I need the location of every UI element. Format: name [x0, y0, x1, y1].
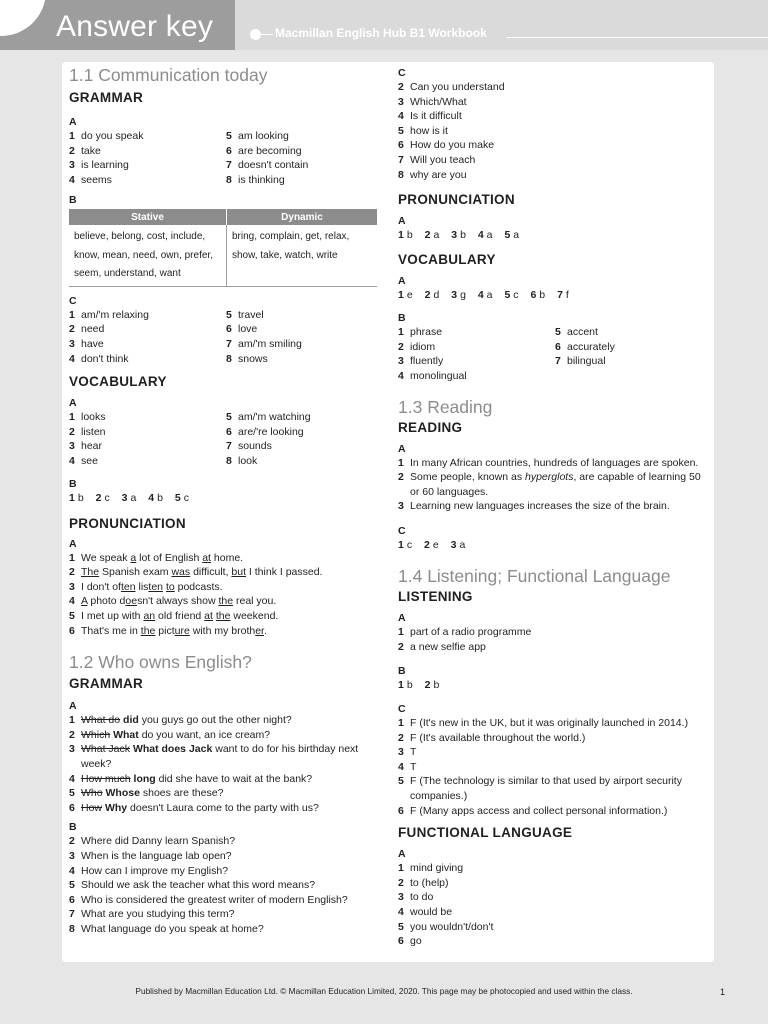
- answer-item: 6 F (Many apps access and collect personal information.): [398, 804, 668, 817]
- answer-item: 5 how is it: [398, 124, 448, 137]
- reading-heading: READING: [398, 419, 463, 435]
- page-title: Answer key: [56, 10, 214, 43]
- header-rule: [507, 37, 768, 38]
- vocabulary-heading: VOCABULARY: [69, 374, 167, 390]
- answers-1-1-vocabulary-a: [69, 410, 377, 468]
- dynamic-verbs-cell: bring, complain, get, relax, show, take, watch, write: [232, 231, 350, 261]
- exercise-label-a: A: [69, 537, 77, 550]
- answer-item: 4 A photo doesn't always show the real you.: [69, 595, 277, 608]
- answer-item: 3 What Jack What does Jack want to do for his birthday next week?: [69, 743, 359, 770]
- answer-item: 6 are/'re looking: [226, 425, 304, 438]
- answer-item: 4 T: [398, 760, 417, 773]
- answer-item: 2 The Spanish exam was difficult, but I think I passed.: [69, 566, 323, 579]
- answer-item: 4 How can I improve my English?: [69, 864, 229, 877]
- answer-item: 5 am/'m watching: [226, 411, 311, 424]
- listening-heading: LISTENING: [398, 588, 473, 604]
- exercise-label-b: B: [69, 821, 77, 834]
- answer-item: 8 snows: [226, 352, 268, 365]
- answer-item: 7 doesn't contain: [226, 159, 309, 172]
- answers-1-1-vocabulary-b: 1 b 2 c 3 a 4 b 5 c: [69, 491, 189, 504]
- answer-item: 3 have: [69, 338, 104, 351]
- page-header: [0, 0, 768, 50]
- section-heading-1-4: 1.4 Listening; Functional Language: [398, 565, 671, 586]
- grammar-heading: GRAMMAR: [69, 676, 144, 692]
- answer-item: 2 take: [69, 144, 101, 157]
- answer-item: 3 is learning: [69, 159, 129, 172]
- exercise-label-c: C: [398, 524, 406, 537]
- exercise-label-a: A: [398, 215, 406, 228]
- answer-item: 1 mind giving: [398, 862, 464, 875]
- answer-item: 8 is thinking: [226, 173, 285, 186]
- answer-item: 3 I don't often listen to podcasts.: [69, 580, 223, 593]
- answer-item: 5 Should we ask the teacher what this word means?: [69, 879, 316, 892]
- exercise-label-b: B: [69, 477, 77, 490]
- answer-item: 4 seems: [69, 173, 112, 186]
- answer-item: 2 Which What do you want, an ice cream?: [69, 728, 271, 741]
- exercise-label-a: A: [398, 848, 406, 861]
- answer-item: 2 idiom: [398, 340, 436, 353]
- answers-1-2-vocabulary-b: [398, 325, 708, 383]
- vocabulary-heading: VOCABULARY: [398, 252, 496, 268]
- dynamic-header: Dynamic: [227, 209, 378, 225]
- answer-item: 1 F (It's new in the UK, but it was originally launched in 2014.): [398, 717, 689, 730]
- answer-item: 2 a new selfie app: [398, 640, 486, 653]
- page-number: 1: [720, 987, 726, 997]
- section-heading-1-2: 1.2 Who owns English?: [69, 652, 252, 673]
- answer-item: 1 phrase: [398, 326, 443, 339]
- answer-item: 1 looks: [69, 411, 106, 424]
- answers-1-2-pronunciation-a: 1 b 2 a 3 b 4 a 5 a: [398, 229, 520, 242]
- answer-item: 8 look: [226, 455, 258, 468]
- answer-item: 7 bilingual: [555, 355, 606, 368]
- answer-item: 3 When is the language lab open?: [69, 849, 232, 862]
- book-title: Macmillan English Hub B1 Workbook: [275, 26, 487, 40]
- functional-language-heading: FUNCTIONAL LANGUAGE: [398, 825, 573, 841]
- answer-item: 3 to do: [398, 891, 434, 904]
- answer-item: 7 am/'m smiling: [226, 338, 302, 351]
- answer-item: 5 you wouldn't/don't: [398, 920, 494, 933]
- answer-item: 3 T: [398, 746, 417, 759]
- answer-item: 5 Who Whose shoes are these?: [69, 787, 224, 800]
- exercise-label-a: A: [69, 700, 77, 713]
- answers-1-3-reading-a: [398, 456, 708, 514]
- answer-item: 5 accent: [555, 326, 598, 339]
- answers-1-4-listening-c: [398, 716, 708, 818]
- answer-item: 8 What language do you speak at home?: [69, 922, 264, 935]
- answer-item: 2 need: [69, 323, 105, 336]
- answer-panel: [62, 62, 714, 962]
- answer-item: 1 We speak a lot of English at home.: [69, 551, 244, 564]
- answer-item: 1 do you speak: [69, 130, 144, 142]
- exercise-label-b: B: [398, 312, 406, 325]
- answer-item: 4 don't think: [69, 352, 129, 365]
- stative-header: Stative: [69, 209, 227, 225]
- answer-item: 6 love: [226, 323, 258, 336]
- exercise-label-b: B: [398, 665, 406, 678]
- answer-item: 1 What do did you guys go out the other night?: [69, 714, 292, 727]
- answers-1-2-grammar-a: [69, 713, 377, 815]
- exercise-label-a: A: [69, 397, 77, 410]
- answer-item: 4 see: [69, 455, 98, 468]
- answer-item: 6 Who is considered the greatest writer of modern English?: [69, 893, 348, 906]
- answer-item: 5 am looking: [226, 130, 289, 142]
- answer-item: 2 F (It's available throughout the world.): [398, 731, 586, 744]
- section-heading-1-3: 1.3 Reading: [398, 396, 493, 417]
- answer-item: 3 fluently: [398, 355, 444, 368]
- answers-1-2-grammar-c: [398, 80, 708, 182]
- answer-item: 1 am/'m relaxing: [69, 308, 149, 321]
- exercise-label-c: C: [398, 703, 406, 716]
- exercise-label-c: C: [69, 294, 77, 307]
- answer-item: 2 Where did Danny learn Spanish?: [69, 835, 236, 848]
- pronunciation-heading: PRONUNCIATION: [398, 192, 515, 208]
- answer-item: 5 travel: [226, 308, 264, 321]
- answer-item: 5 I met up with an old friend at the weekend.: [69, 610, 279, 622]
- footer-copyright: Published by Macmillan Education Ltd. © Macmillan Education Limited, 2020. This page may be photocopied and used within the class.: [135, 986, 633, 996]
- answer-item: 2 Some people, known as hyperglots, are capable of learning 50 or 60 languages.: [398, 471, 701, 498]
- answer-item: 6 How do you make: [398, 139, 495, 152]
- answer-item: 2 to (help): [398, 876, 449, 889]
- answer-item: 1 In many African countries, hundreds of languages are spoken.: [398, 456, 699, 469]
- answer-item: 6 How Why doesn't Laura come to the party with us?: [69, 801, 319, 814]
- answer-item: 6 accurately: [555, 340, 615, 353]
- exercise-label-a: A: [398, 442, 406, 455]
- stative-dynamic-table: [69, 209, 377, 287]
- answer-item: 4 monolingual: [398, 369, 467, 382]
- answer-item: 1 part of a radio programme: [398, 625, 532, 638]
- answer-item: 2 Can you understand: [398, 81, 505, 93]
- answers-1-2-vocabulary-a: 1 e 2 d 3 g 4 a 5 c 6 b 7 f: [398, 289, 569, 302]
- answer-item: 5 F (The technology is similar to that used by airport security companies.): [398, 775, 682, 803]
- stative-verbs-cell: believe, belong, cost, include, know, mean, need, own, prefer, seem, understand, want: [69, 225, 227, 286]
- answers-1-4-functional-a: [398, 861, 708, 949]
- answer-item: 8 why are you: [398, 168, 467, 181]
- section-heading-1-1: 1.1 Communication today: [69, 65, 268, 85]
- exercise-label-c: C: [398, 67, 406, 79]
- answer-item: 6 That's me in the picture with my brother.: [69, 624, 267, 637]
- answer-item: 3 hear: [69, 440, 103, 453]
- answers-1-2-grammar-b: [69, 834, 377, 936]
- exercise-label-a: A: [398, 275, 406, 288]
- grammar-heading: GRAMMAR: [69, 90, 144, 105]
- exercise-label-a: A: [69, 116, 77, 128]
- answers-1-1-grammar-c: [69, 308, 377, 366]
- answers-1-1-grammar-a: [69, 129, 377, 187]
- answer-item: 3 Learning new languages increases the size of the brain.: [398, 500, 670, 513]
- answer-item: 3 Which/What: [398, 95, 467, 108]
- answer-item: 7 Will you teach: [398, 153, 476, 166]
- answer-item: 4 Is it difficult: [398, 110, 462, 123]
- answer-item: 4 would be: [398, 906, 453, 919]
- right-column: [398, 62, 708, 949]
- answer-item: 7 sounds: [226, 440, 272, 453]
- left-column: [69, 62, 377, 937]
- pronunciation-heading: PRONUNCIATION: [69, 515, 186, 531]
- corner-circle-graphic: [0, 0, 46, 36]
- answers-1-3-reading-c: 1 c 2 e 3 a: [398, 538, 466, 551]
- bullet-line: [259, 34, 273, 35]
- answers-1-1-pronunciation-a: [69, 551, 377, 639]
- exercise-label-a: A: [398, 611, 406, 624]
- exercise-label-b: B: [69, 194, 77, 207]
- answers-1-4-listening-b: 1 b 2 b: [398, 679, 440, 692]
- answer-item: 7 What are you studying this term?: [69, 908, 235, 921]
- answer-item: 6 go: [398, 935, 422, 948]
- answer-item: 2 listen: [69, 425, 106, 438]
- answer-item: 6 are becoming: [226, 144, 302, 157]
- answer-item: 4 How much long did she have to wait at the bank?: [69, 772, 313, 785]
- answers-1-4-listening-a: [398, 625, 708, 654]
